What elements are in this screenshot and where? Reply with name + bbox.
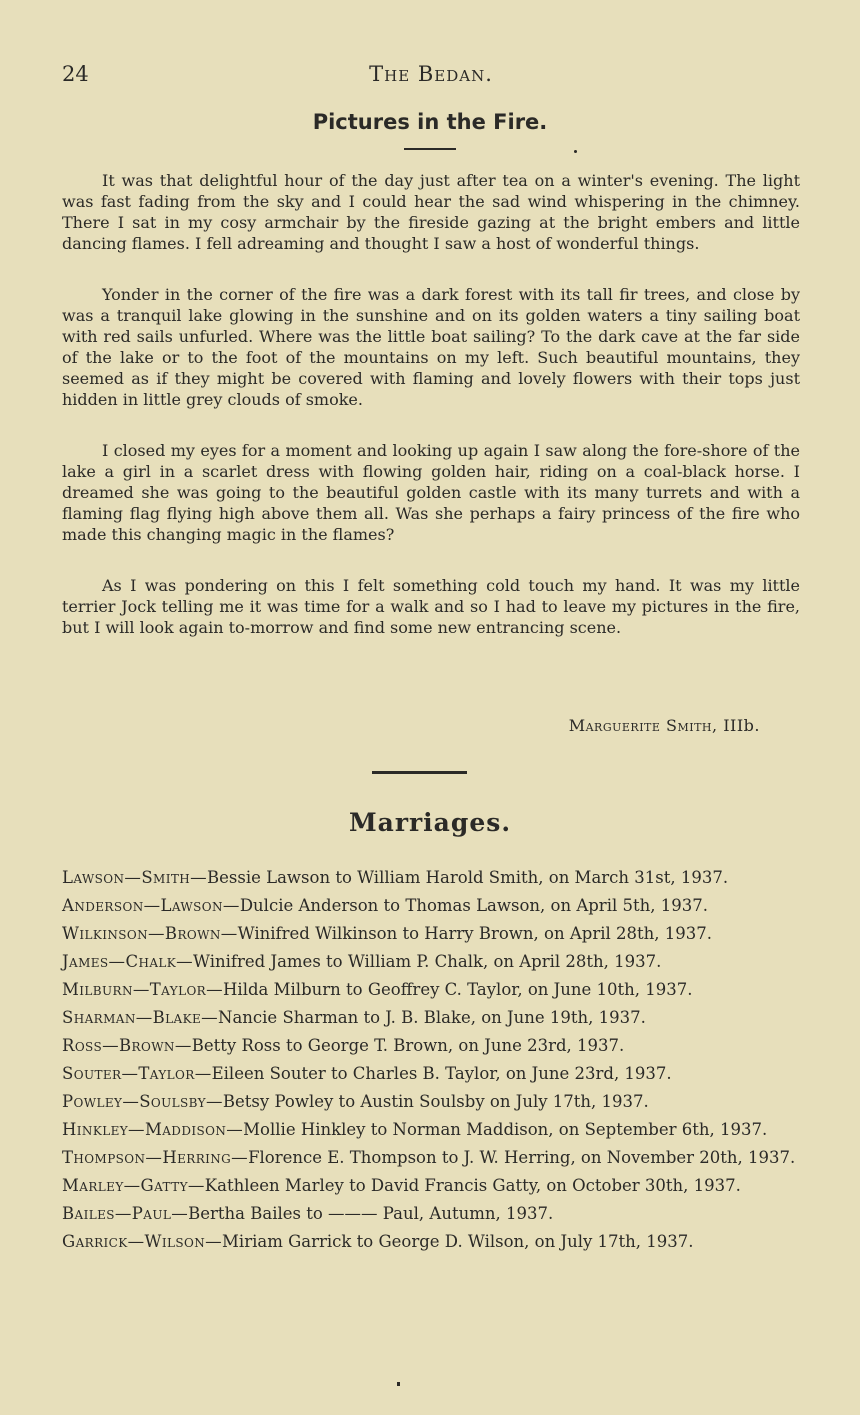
marriage-names: Wilkinson—Brown— — [62, 924, 238, 943]
article-paragraph: I closed my eyes for a moment and looking up again I saw along the fore-shore of the lake a girl in a scarlet dress with flowing golden hair, riding on a coal-black horse. I dreamed she was going to the beautiful golden castle with its many turrets and with a flaming flag flying high above them all. Was she perhaps a fairy princess of the fire who made this changing magic in the flames? — [62, 441, 800, 544]
marriage-text: Mollie Hinkley to Norman Maddison, on September 6th, 1937. — [243, 1120, 768, 1139]
author-name: Marguerite Smith, — [568, 716, 718, 735]
marriage-entry — [62, 1148, 802, 1168]
marriage-names: Garrick—Wilson— — [62, 1232, 223, 1251]
marriage-text: Bessie Lawson to William Harold Smith, on March 31st, 1937. — [207, 868, 729, 887]
marriage-names: Marley—Gatty— — [62, 1176, 205, 1195]
marriage-names: Hinkley—Maddison— — [62, 1120, 244, 1139]
marriage-names: Souter—Taylor— — [62, 1064, 212, 1083]
article-body — [62, 170, 800, 668]
marriage-text: Winifred Wilkinson to Harry Brown, on April 28th, 1937. — [237, 924, 712, 943]
marriage-names: Milburn—Taylor— — [62, 980, 224, 999]
marriage-names: Ross—Brown— — [62, 1036, 192, 1055]
article-paragraph: Yonder in the corner of the fire was a dark forest with its tall fir trees, and close by was a tranquil lake glowing in the sunshine and on its golden waters a tiny sailing boat with red sails unfurled. Where was the little boat sailing? To the dark cave at the far side of the lake or to the foot of the mountains on my left. Such beautiful mountains, they seemed as if they might be covered with flaming and lovely flowers with their tops just hidden in little grey clouds of smoke. — [62, 285, 800, 409]
article-title: Pictures in the Fire. — [312, 110, 548, 134]
marriage-text: Nancie Sharman to J. B. Blake, on June 19th, 1937. — [218, 1008, 646, 1027]
marriage-text: Miriam Garrick to George D. Wilson, on July 17th, 1937. — [222, 1232, 694, 1251]
article-paragraph: As I was pondering on this I felt something cold touch my hand. It was my little terrier Jock telling me it was time for a walk and so I had to leave my pictures in the fire, but I will look again to-morrow and find some new entrancing scene. — [62, 576, 800, 637]
marriage-entry — [62, 1064, 802, 1084]
marriage-names: Powley—Soulsby— — [62, 1092, 223, 1111]
marriage-entry — [62, 952, 802, 972]
marriage-entry — [62, 896, 802, 916]
marriage-text: Dulcie Anderson to Thomas Lawson, on April 5th, 1937. — [239, 896, 708, 915]
marriage-list — [62, 868, 802, 1260]
page-number: 24 — [62, 62, 89, 86]
running-title: The Bedan. — [369, 62, 493, 86]
marriage-entry — [62, 1204, 802, 1224]
marriage-text: Winifred James to William P. Chalk, on April 28th, 1937. — [193, 952, 662, 971]
marriage-text: Kathleen Marley to David Francis Gatty, on October 30th, 1937. — [204, 1176, 741, 1195]
marriage-text: Betsy Powley to Austin Soulsby on July 17th, 1937. — [222, 1092, 649, 1111]
marriage-entry — [62, 1176, 802, 1196]
marriage-text: Betty Ross to George T. Brown, on June 23rd, 1937. — [191, 1036, 625, 1055]
marriage-names: Lawson—Smith— — [62, 868, 208, 887]
marriage-entry — [62, 1232, 802, 1252]
marriage-text: Eileen Souter to Charles B. Taylor, on June 23rd, 1937. — [211, 1064, 672, 1083]
marriage-text: Hilda Milburn to Geoffrey C. Taylor, on June 10th, 1937. — [223, 980, 693, 999]
marriages-title: Marriages. — [348, 808, 512, 837]
marriage-names: Bailes—Paul— — [62, 1204, 189, 1223]
article-paragraph: It was that delightful hour of the day just after tea on a winter's evening. The light was fast fading from the sky and I could hear the sad wind whispering in the chimney. There I sat in my cosy armchair by the fireside gazing at the bright embers and little dancing flames. I fell adreaming and thought I saw a host of wonderful things. — [62, 171, 800, 253]
marriage-names: Anderson—Lawson— — [62, 896, 240, 915]
title-divider — [404, 148, 456, 150]
article-signature — [569, 716, 760, 735]
marriage-entry — [62, 980, 802, 1000]
marriage-entry — [62, 1092, 802, 1112]
page-header — [62, 62, 800, 92]
author-form: IIIb. — [723, 716, 760, 735]
marriage-entry — [62, 1008, 802, 1028]
marriage-entry — [62, 868, 802, 888]
marriage-text: Florence E. Thompson to J. W. Herring, on November 20th, 1937. — [248, 1148, 796, 1167]
print-speck — [574, 150, 577, 153]
marriage-names: Thompson—Herring— — [62, 1148, 249, 1167]
marriage-names: James—Chalk— — [62, 952, 194, 971]
marriage-entry — [62, 924, 802, 944]
marriage-entry — [62, 1120, 802, 1140]
marriage-names: Sharman—Blake— — [62, 1008, 219, 1027]
marriage-text: Bertha Bailes to ——— Paul, Autumn, 1937. — [188, 1204, 554, 1223]
section-divider — [372, 771, 467, 774]
marriage-entry — [62, 1036, 802, 1056]
print-speck — [397, 1382, 400, 1386]
